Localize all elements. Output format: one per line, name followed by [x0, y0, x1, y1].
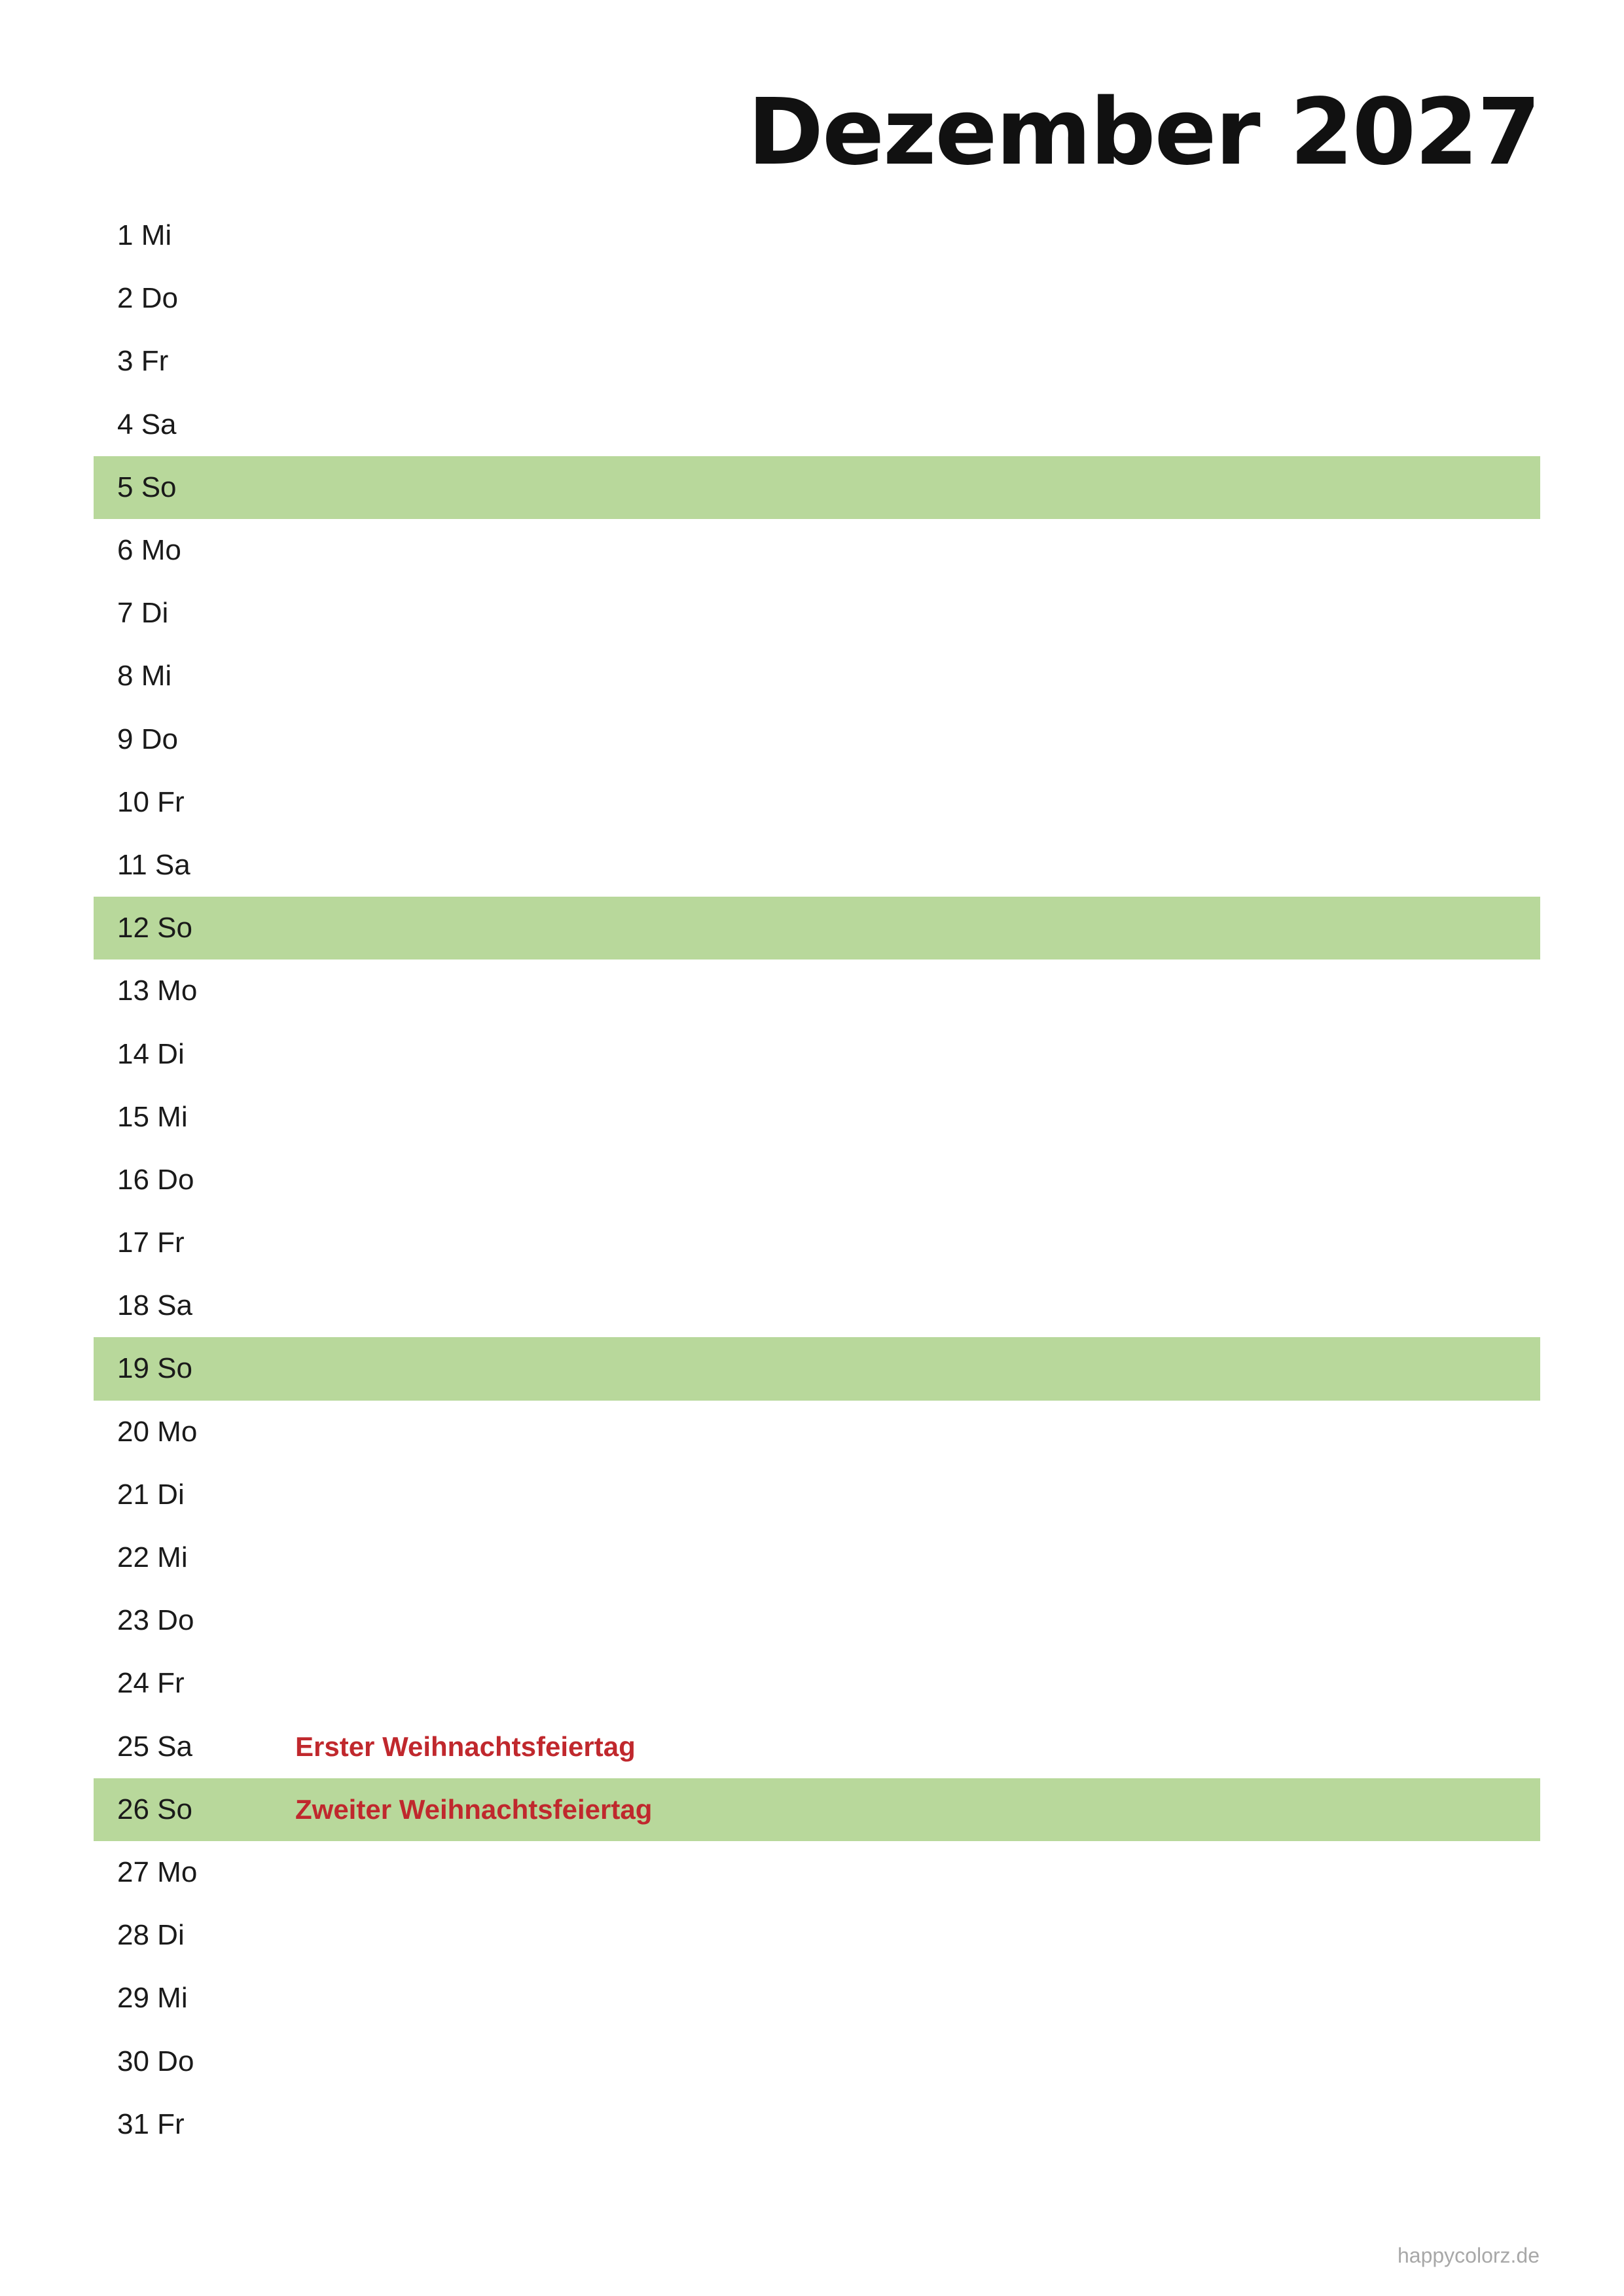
- day-row: [94, 582, 1540, 645]
- day-label: 6 Mo: [117, 534, 181, 567]
- day-label: 21 Di: [117, 1478, 185, 1511]
- day-label: 29 Mi: [117, 1982, 188, 2015]
- day-row: [94, 1274, 1540, 1337]
- day-label: 14 Di: [117, 1037, 185, 1070]
- day-row: [94, 1841, 1540, 1904]
- day-row: [94, 1463, 1540, 1526]
- holiday-note: Zweiter Weihnachtsfeiertag: [295, 1793, 653, 1825]
- day-label: 16 Do: [117, 1163, 194, 1196]
- day-label: 19 So: [117, 1352, 192, 1385]
- day-label: 27 Mo: [117, 1856, 198, 1888]
- day-label: 2 Do: [117, 282, 178, 315]
- day-row: [94, 2030, 1540, 2092]
- day-label: 8 Mi: [117, 660, 172, 692]
- day-row: [94, 1149, 1540, 1211]
- day-label: 23 Do: [117, 1604, 194, 1637]
- day-label: 10 Fr: [117, 785, 185, 818]
- day-row: [94, 519, 1540, 582]
- day-row: [94, 1211, 1540, 1274]
- day-label: 24 Fr: [117, 1667, 185, 1700]
- day-label: 13 Mo: [117, 975, 198, 1007]
- day-label: 25 Sa: [117, 1730, 192, 1763]
- day-label: 17 Fr: [117, 1227, 185, 1259]
- day-row: [94, 393, 1540, 456]
- day-label: 31 Fr: [117, 2108, 185, 2140]
- footer-watermark: happycolorz.de: [1397, 2244, 1540, 2267]
- day-row: [94, 645, 1540, 708]
- day-label: 7 Di: [117, 597, 169, 630]
- day-row: [94, 708, 1540, 771]
- day-row: [94, 1778, 1540, 1841]
- day-label: 15 Mi: [117, 1100, 188, 1133]
- day-label: 4 Sa: [117, 408, 177, 440]
- day-row: [94, 330, 1540, 393]
- day-label: 18 Sa: [117, 1289, 192, 1322]
- day-row: [94, 1904, 1540, 1967]
- day-label: 22 Mi: [117, 1541, 188, 1574]
- day-row: [94, 834, 1540, 897]
- day-label: 26 So: [117, 1793, 192, 1825]
- day-row: [94, 204, 1540, 267]
- day-label: 5 So: [117, 471, 177, 503]
- day-row: [94, 1022, 1540, 1085]
- day-label: 3 Fr: [117, 345, 169, 378]
- day-label: 30 Do: [117, 2045, 194, 2077]
- day-label: 9 Do: [117, 723, 178, 755]
- page-title: Dezember 2027: [747, 79, 1540, 186]
- day-row: [94, 1337, 1540, 1400]
- day-row: [94, 2093, 1540, 2156]
- day-label: 1 Mi: [117, 219, 172, 252]
- day-row: [94, 960, 1540, 1022]
- day-label: 28 Di: [117, 1919, 185, 1952]
- day-row: [94, 771, 1540, 834]
- day-row: [94, 267, 1540, 330]
- day-row: [94, 1401, 1540, 1463]
- day-row: [94, 1652, 1540, 1715]
- day-row: [94, 1526, 1540, 1589]
- day-row: [94, 1589, 1540, 1652]
- day-label: 11 Sa: [117, 848, 190, 881]
- day-row: [94, 1967, 1540, 2030]
- holiday-note: Erster Weihnachtsfeiertag: [295, 1731, 636, 1762]
- day-label: 20 Mo: [117, 1415, 198, 1448]
- day-list: [94, 204, 1540, 2156]
- day-row: [94, 897, 1540, 960]
- day-row: [94, 1715, 1540, 1778]
- day-row: [94, 456, 1540, 519]
- day-row: [94, 1086, 1540, 1149]
- day-label: 12 So: [117, 912, 192, 944]
